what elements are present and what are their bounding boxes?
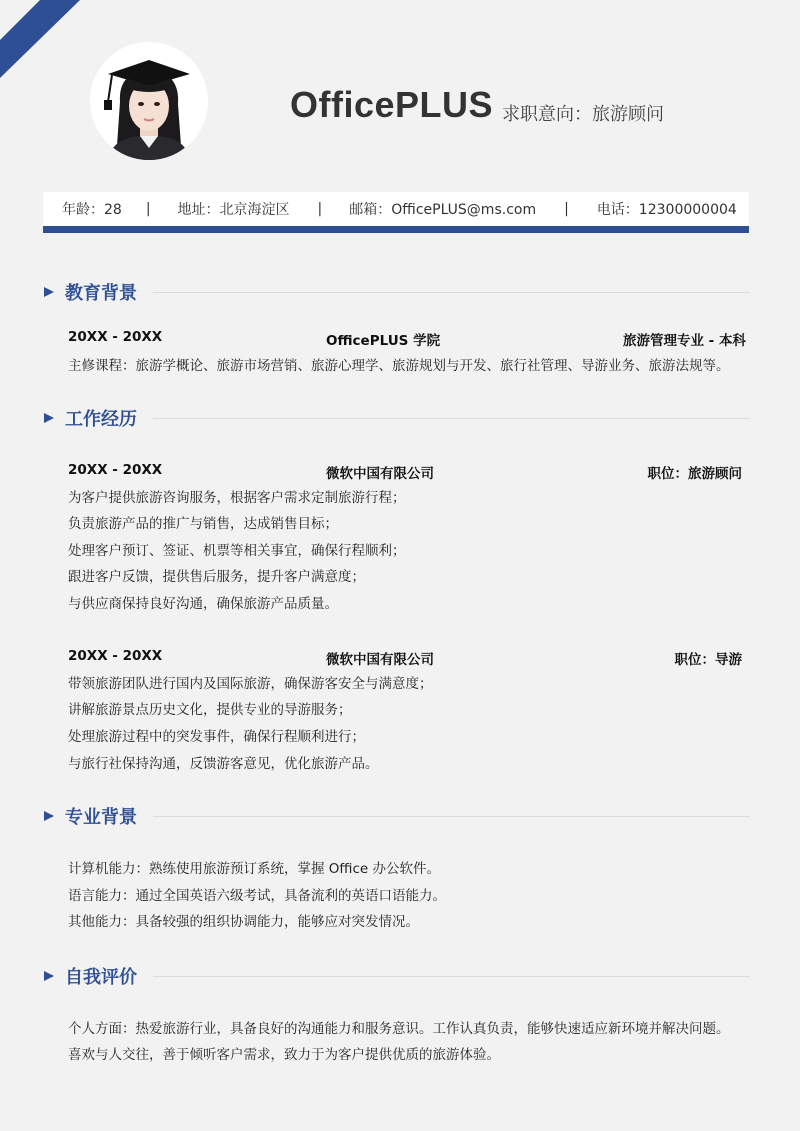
section-arrow-icon bbox=[43, 412, 55, 424]
info-bar-underline bbox=[43, 226, 749, 233]
section-divider bbox=[153, 418, 750, 419]
info-email: 邮箱：OfficePLUS@ms.com bbox=[349, 202, 537, 218]
info-phone: 电话：12300000004 bbox=[596, 202, 737, 218]
job-intent: 求职意向：旅游顾问 bbox=[502, 104, 664, 125]
job-row bbox=[68, 648, 746, 670]
info-separator: | bbox=[317, 201, 323, 217]
section-skills-header bbox=[43, 803, 750, 829]
job-company: 微软中国有限公司 bbox=[326, 652, 434, 668]
job-duty: 负责旅游产品的推广与销售，达成销售目标； bbox=[68, 516, 338, 532]
skill-item: 语言能力：通过全国英语六级考试，具备流利的英语口语能力。 bbox=[68, 888, 446, 904]
job-duty: 与旅行社保持沟通，反馈游客意见，优化旅游产品。 bbox=[68, 756, 379, 772]
job-position: 职位：旅游顾问 bbox=[647, 466, 742, 482]
section-divider bbox=[153, 976, 750, 977]
job-duty: 处理客户预订、签证、机票等相关事宜，确保行程顺利； bbox=[68, 543, 406, 559]
section-arrow-icon bbox=[43, 286, 55, 298]
skill-item: 计算机能力：熟练使用旅游预订系统，掌握 Office 办公软件。 bbox=[68, 861, 440, 877]
candidate-name: OfficePLUS bbox=[290, 84, 494, 125]
job-duty: 带领旅游团队进行国内及国际旅游，确保游客安全与满意度； bbox=[68, 676, 433, 692]
section-work-header bbox=[43, 405, 750, 431]
job-period: 20XX - 20XX bbox=[68, 462, 163, 478]
avatar bbox=[90, 42, 208, 160]
section-divider bbox=[153, 292, 750, 293]
job-duty: 跟进客户反馈，提供售后服务，提升客户满意度； bbox=[68, 569, 365, 585]
info-separator: | bbox=[145, 201, 151, 217]
info-address: 地址：北京海淀区 bbox=[177, 202, 290, 218]
section-title: 工作经历 bbox=[65, 409, 137, 430]
corner-decoration bbox=[0, 0, 80, 80]
section-arrow-icon bbox=[43, 810, 55, 822]
education-courses: 主修课程：旅游学概论、旅游市场营销、旅游心理学、旅游规划与开发、旅行社管理、导游业务、旅游法规等。 bbox=[68, 358, 730, 374]
section-title: 自我评价 bbox=[65, 967, 137, 988]
job-period: 20XX - 20XX bbox=[68, 648, 163, 664]
self-item: 个人方面：热爱旅游行业，具备良好的沟通能力和服务意识。工作认真负责，能够快速适应新环境并解决问题。 bbox=[68, 1021, 730, 1037]
section-arrow-icon bbox=[43, 970, 55, 982]
education-major: 旅游管理专业 - 本科 bbox=[622, 333, 746, 349]
job-duty: 与供应商保持良好沟通，确保旅游产品质量。 bbox=[68, 596, 338, 612]
section-self-header bbox=[43, 963, 750, 989]
info-separator: | bbox=[564, 201, 569, 217]
job-duty: 为客户提供旅游咨询服务，根据客户需求定制旅游行程； bbox=[68, 490, 406, 506]
skill-item: 其他能力：具备较强的组织协调能力，能够应对突发情况。 bbox=[68, 914, 419, 930]
job-position: 职位：导游 bbox=[674, 652, 742, 668]
section-title: 专业背景 bbox=[65, 807, 137, 828]
job-company: 微软中国有限公司 bbox=[326, 466, 434, 482]
job-duty: 处理旅游过程中的突发事件，确保行程顺利进行； bbox=[68, 729, 365, 745]
education-period: 20XX - 20XX bbox=[68, 329, 163, 345]
self-item: 喜欢与人交往，善于倾听客户需求，致力于为客户提供优质的旅游体验。 bbox=[68, 1047, 500, 1063]
section-divider bbox=[153, 816, 750, 817]
info-age: 年龄：28 bbox=[62, 202, 122, 218]
education-row bbox=[68, 329, 746, 351]
job-duty: 讲解旅游景点历史文化，提供专业的导游服务； bbox=[68, 702, 352, 718]
job-row bbox=[68, 462, 746, 484]
education-school: OfficePLUS 学院 bbox=[326, 333, 441, 349]
contact-info-bar bbox=[43, 192, 749, 226]
section-title: 教育背景 bbox=[65, 283, 137, 304]
section-education-header bbox=[43, 279, 750, 305]
